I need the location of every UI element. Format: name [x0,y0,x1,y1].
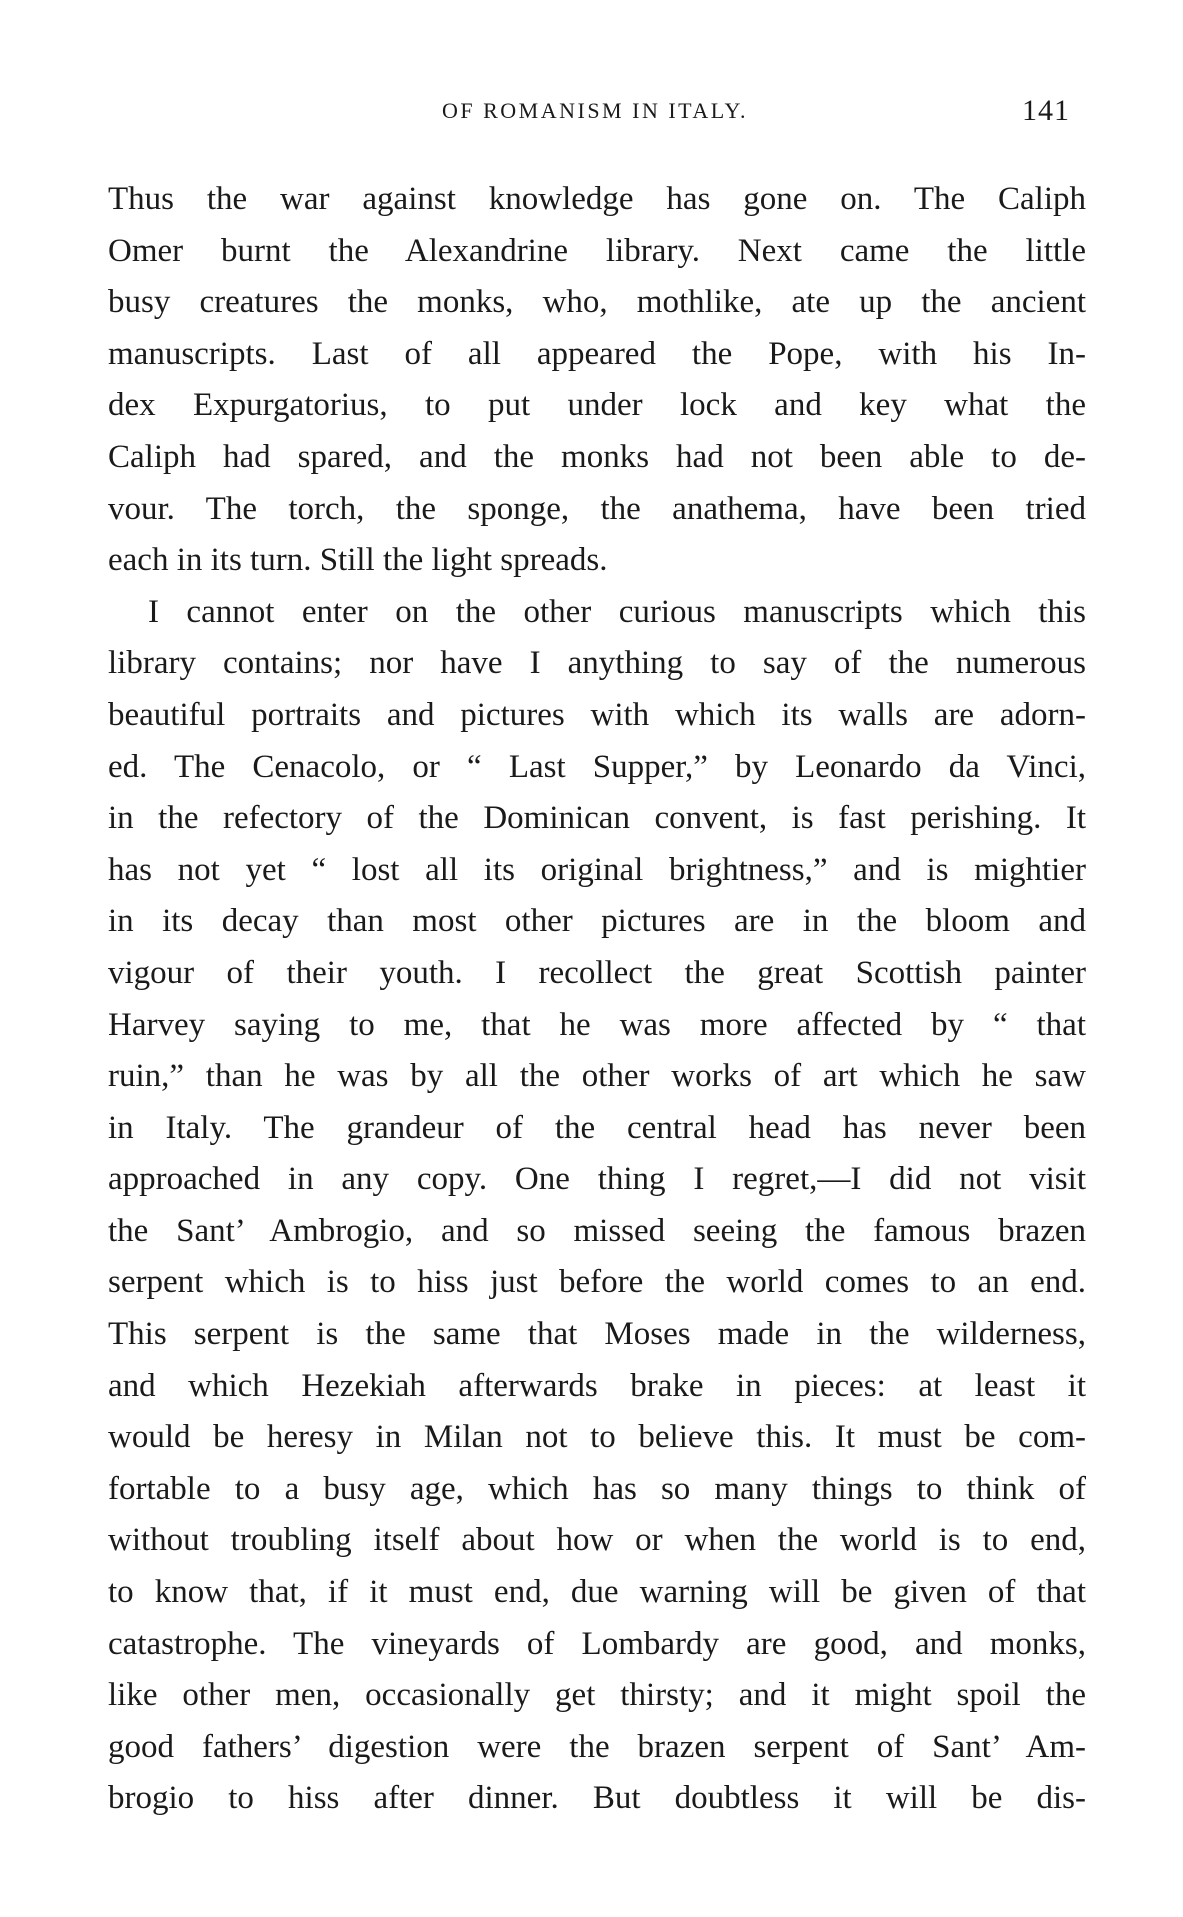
text-line: catastrophe. The vineyards of Lombardy are good, and monks, [108,1625,1086,1662]
paragraph-start-line: I cannot enter on the other curious manuscripts which this [148,593,1086,630]
text-line: beautiful portraits and pictures with which its walls are adorn- [108,696,1086,733]
text-line: Omer burnt the Alexandrine library. Next came the little [108,232,1086,269]
text-line: library contains; nor have I anything to say of the numerous [108,645,1086,682]
text-line: and which Hezekiah afterwards brake in pieces: at least it [108,1367,1086,1404]
page-number: 141 [1022,94,1070,127]
text-line: like other men, occasionally get thirsty; and it might spoil the [108,1677,1086,1714]
text-line: vour. The torch, the sponge, the anathema, have been tried [108,490,1086,527]
paragraph-end-line: each in its turn. Still the light spreads. [108,542,608,579]
text-line: in its decay than most other pictures are in the bloom and [108,903,1086,940]
text-line: approached in any copy. One thing I regret,—I did not visit [108,1161,1086,1198]
text-line: This serpent is the same that Moses made in the wilderness, [108,1316,1086,1353]
text-line: Harvey saying to me, that he was more affected by “ that [108,1006,1086,1043]
text-line: to know that, if it must end, due warning will be given of that [108,1574,1086,1611]
text-line: has not yet “ lost all its original brightness,” and is mightier [108,851,1086,888]
text-line: Thus the war against knowledge has gone on. The Caliph [108,181,1086,217]
text-line: manuscripts. Last of all appeared the Pope, with his In- [108,335,1086,372]
text-line: ruin,” than he was by all the other works of art which he saw [108,1058,1086,1095]
text-line: would be heresy in Milan not to believe this. It must be com- [108,1419,1086,1456]
text-line: busy creatures the monks, who, mothlike, ate up the ancient [108,284,1086,321]
text-line: vigour of their youth. I recollect the great Scottish painter [108,954,1086,991]
body-text [108,174,1086,1825]
text-line: fortable to a busy age, which has so many things to think of [108,1470,1086,1507]
text-line: ed. The Cenacolo, or “ Last Supper,” by Leonardo da Vinci, [108,748,1086,785]
text-line: without troubling itself about how or when the world is to end, [108,1522,1086,1559]
text-line: in Italy. The grandeur of the central head has never been [108,1109,1086,1146]
running-header [110,90,1080,130]
text-line: serpent which is to hiss just before the world comes to an end. [108,1264,1086,1301]
text-line: Caliph had spared, and the monks had not been able to de- [108,438,1086,475]
text-line: dex Expurgatorius, to put under lock and key what the [108,387,1086,424]
text-line: the Sant’ Ambrogio, and so missed seeing the famous brazen [108,1212,1086,1249]
running-title: OF ROMANISM IN ITALY. [441,98,749,123]
text-line: in the refectory of the Dominican convent, is fast perishing. It [108,800,1086,837]
text-line: good fathers’ digestion were the brazen serpent of Sant’ Am- [108,1728,1086,1765]
text-line: brogio to hiss after dinner. But doubtless it will be dis- [108,1780,1086,1817]
